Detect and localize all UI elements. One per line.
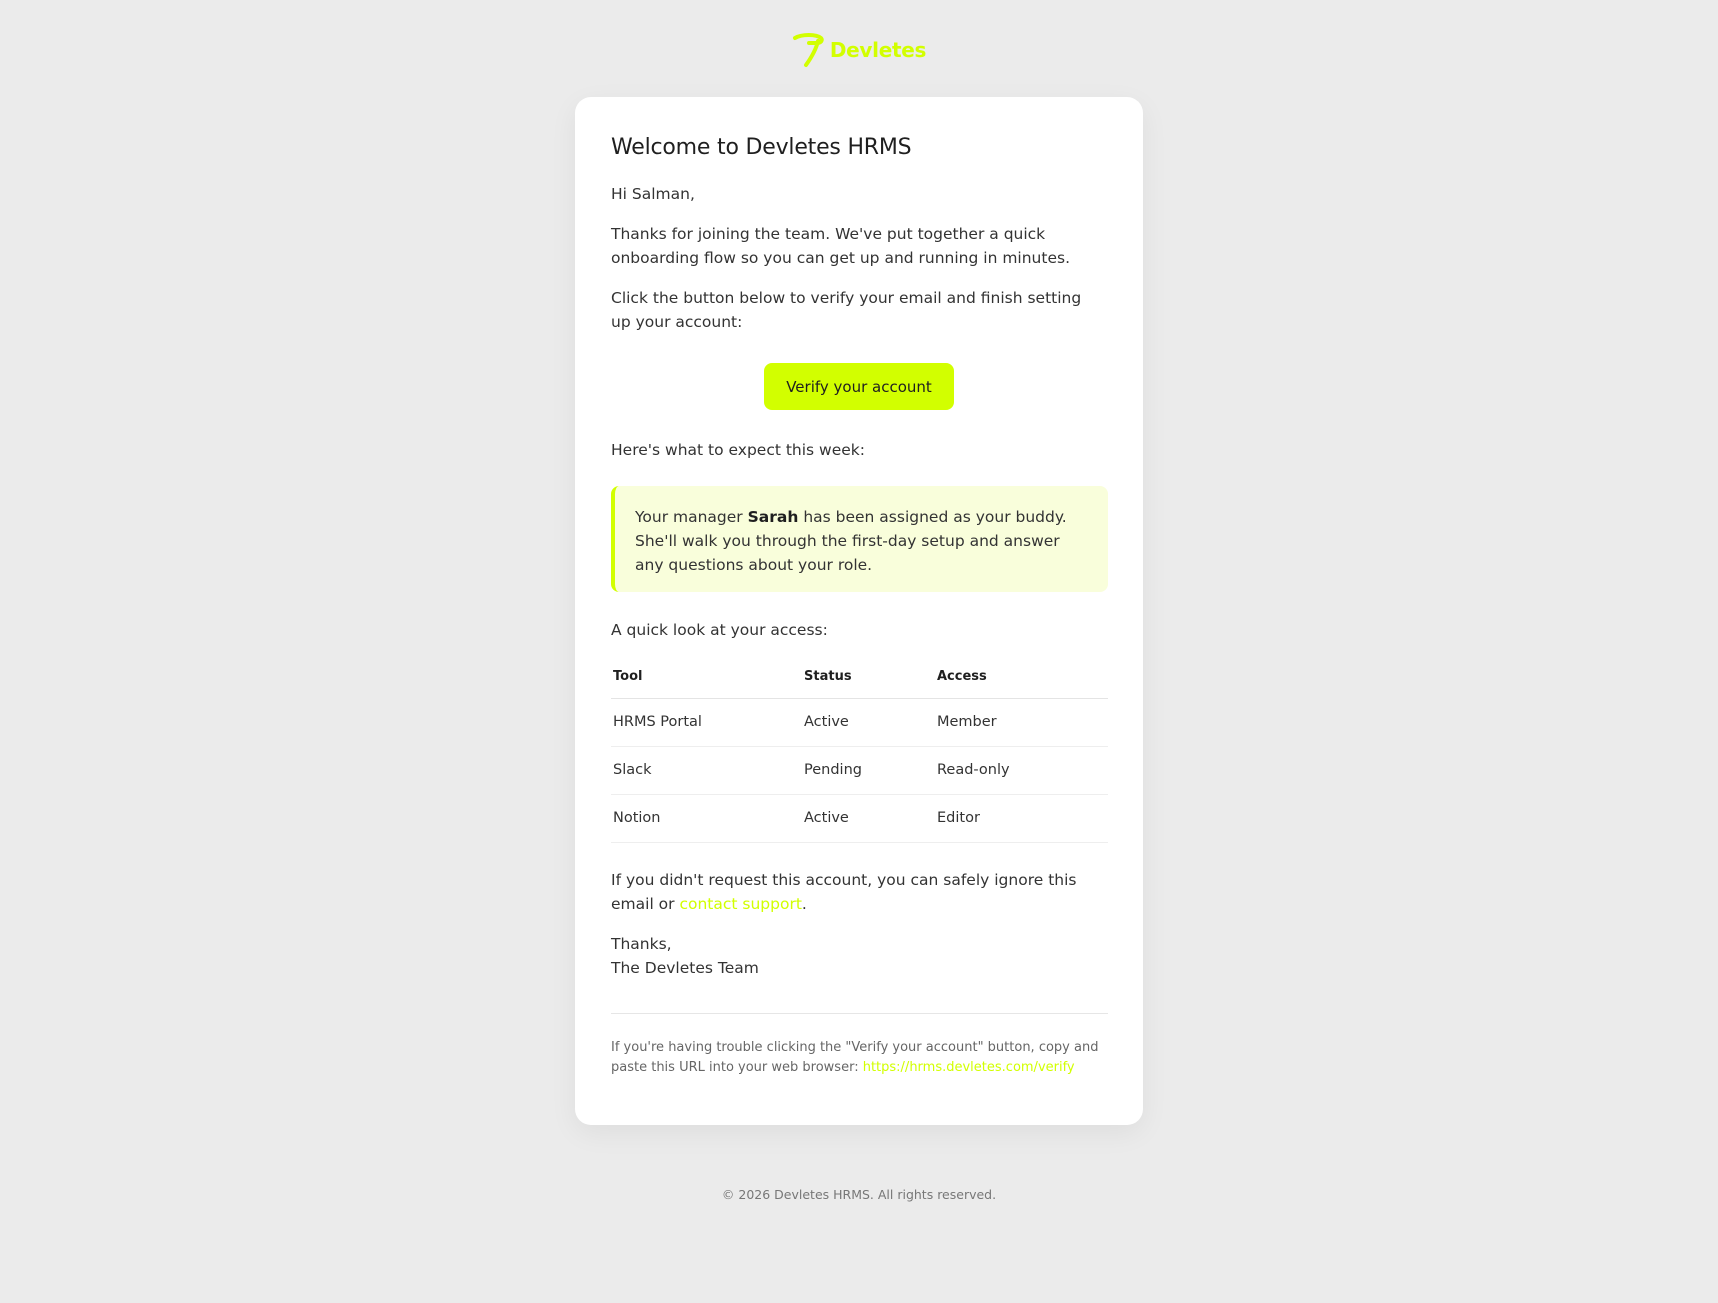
- access-heading: A quick look at your access:: [611, 621, 828, 639]
- signoff-line-1: Thanks,: [611, 935, 672, 953]
- table-header-row: [611, 655, 1108, 698]
- cell-tool: Slack: [611, 746, 802, 794]
- trouble-note: [611, 1038, 1108, 1078]
- manager-name: Sarah: [747, 508, 799, 526]
- cell-tool: Notion: [611, 794, 802, 842]
- access-table: [611, 655, 1108, 843]
- ignore-text-end: .: [801, 895, 807, 913]
- intro-paragraph: Thanks for joining the team. We've put together a quick onboarding flow so you can get up and running in minutes.: [611, 225, 1070, 267]
- cta-intro-paragraph: Click the button below to verify your email and finish setting up your account:: [611, 289, 1082, 331]
- verify-account-button[interactable]: Verify your account: [764, 363, 954, 410]
- buddy-callout: [611, 486, 1108, 592]
- ignore-text: If you didn't request this account, you can safely ignore this email or: [611, 871, 1077, 913]
- brand-name: Devletes: [829, 38, 927, 62]
- divider: [611, 1013, 1108, 1014]
- table-row: [611, 794, 1108, 842]
- cell-status: Active: [802, 698, 935, 746]
- brand-logo: [0, 31, 1718, 69]
- expect-heading: Here's what to expect this week:: [611, 441, 866, 459]
- greeting: Hi Salman,: [611, 185, 695, 203]
- cell-status: Active: [802, 794, 935, 842]
- header-access: Access: [935, 655, 1108, 698]
- callout-text-before: Your manager: [635, 508, 748, 526]
- cell-tool: HRMS Portal: [611, 698, 802, 746]
- signoff: [611, 932, 1111, 980]
- cell-access: Read-only: [935, 746, 1108, 794]
- email-card: [575, 97, 1143, 1125]
- header-status: Status: [802, 655, 935, 698]
- table-row: [611, 698, 1108, 746]
- cell-access: Member: [935, 698, 1108, 746]
- callout-text-after: has been assigned as your buddy. She'll walk you through the first-day setup and answer any questions about your role.: [635, 508, 1067, 574]
- cell-access: Editor: [935, 794, 1108, 842]
- copyright-footer: © 2026 Devletes HRMS. All rights reserved.: [721, 1187, 997, 1202]
- email-title: Welcome to Devletes HRMS: [611, 135, 912, 160]
- ignore-paragraph: [611, 868, 1116, 916]
- devletes-logo-icon: [792, 32, 824, 68]
- signoff-line-2: The Devletes Team: [611, 959, 759, 977]
- contact-support-link[interactable]: contact support: [679, 895, 802, 913]
- table-row: [611, 746, 1108, 794]
- cell-status: Pending: [802, 746, 935, 794]
- trouble-text: If you're having trouble clicking the "Verify your account" button, copy and paste this URL into your web browser:: [611, 1040, 1099, 1075]
- header-tool: Tool: [611, 655, 802, 698]
- verify-url-link[interactable]: https://hrms.devletes.com/verify: [862, 1060, 1075, 1075]
